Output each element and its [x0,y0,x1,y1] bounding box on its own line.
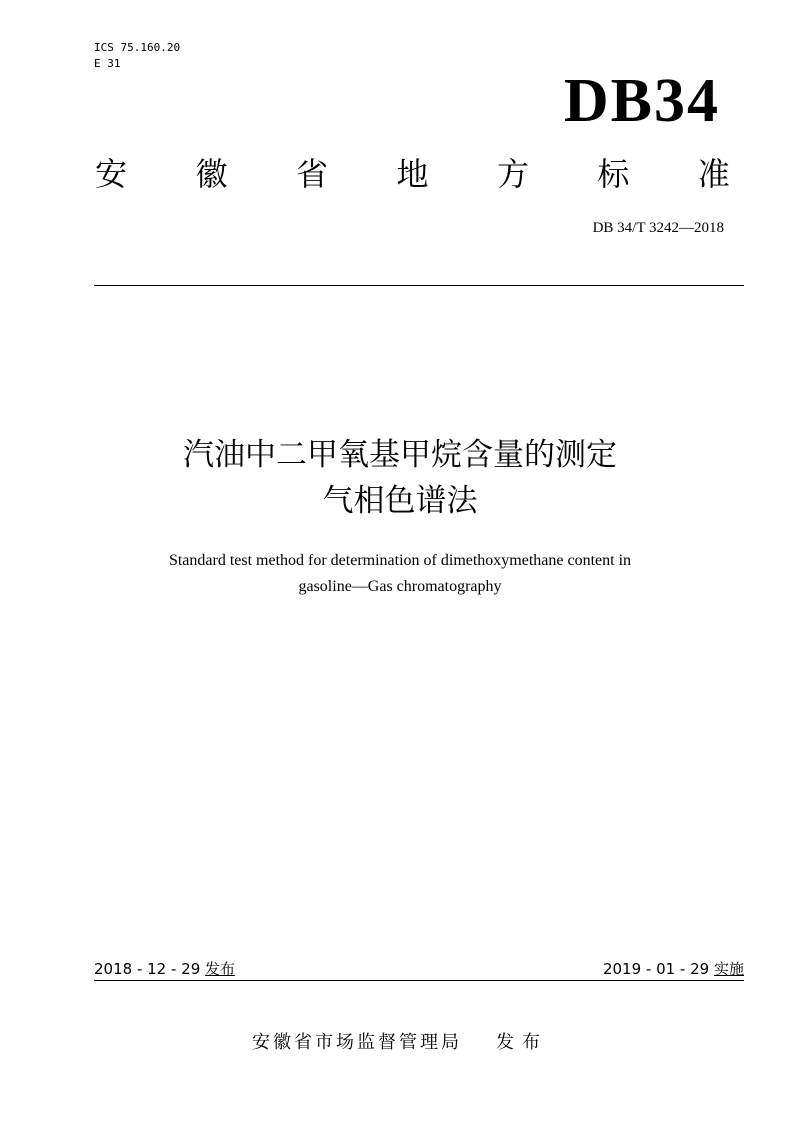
standard-type-char: 徽 [195,155,228,193]
standard-type-char: 省 [295,155,328,193]
publisher-name: 安徽省市场监督管理局 [252,1032,462,1053]
header-divider [94,285,744,286]
issue-date: 2018 - 12 - 29 [94,960,201,978]
standard-type-char: 地 [396,155,429,193]
title-en-line1: Standard test method for determination of dimethoxymethane content in [168,552,632,569]
implement-label: 实施 [713,960,744,978]
title-cn-line1: 汽油中二甲氧基甲烷含量的测定 [183,437,617,473]
ccs-code: E 31 [94,57,121,70]
ics-code: ICS 75.160.20 [94,41,181,54]
title-english [0,548,800,600]
title-en-line2: gasoline—Gas chromatography [298,578,502,595]
standard-type-char: 标 [597,155,630,193]
standard-type-char: 准 [697,155,730,193]
standard-code: DB 34/T 3242—2018 [592,220,724,236]
publisher-line [0,1030,800,1056]
title-cn-line2: 气相色谱法 [322,483,478,519]
title-chinese [0,432,800,524]
standard-type [95,154,730,194]
classification-codes [94,40,180,72]
issue-label: 发布 [205,960,236,978]
standard-type-char: 安 [95,155,128,193]
implement-date-block [603,958,744,980]
issue-date-block [94,958,235,980]
standard-type-char: 方 [496,155,529,193]
implement-date: 2019 - 01 - 29 [602,960,710,978]
publisher-action: 发布 [496,1032,548,1053]
db34-logo: DB34 [563,67,720,135]
footer-divider [94,980,744,981]
